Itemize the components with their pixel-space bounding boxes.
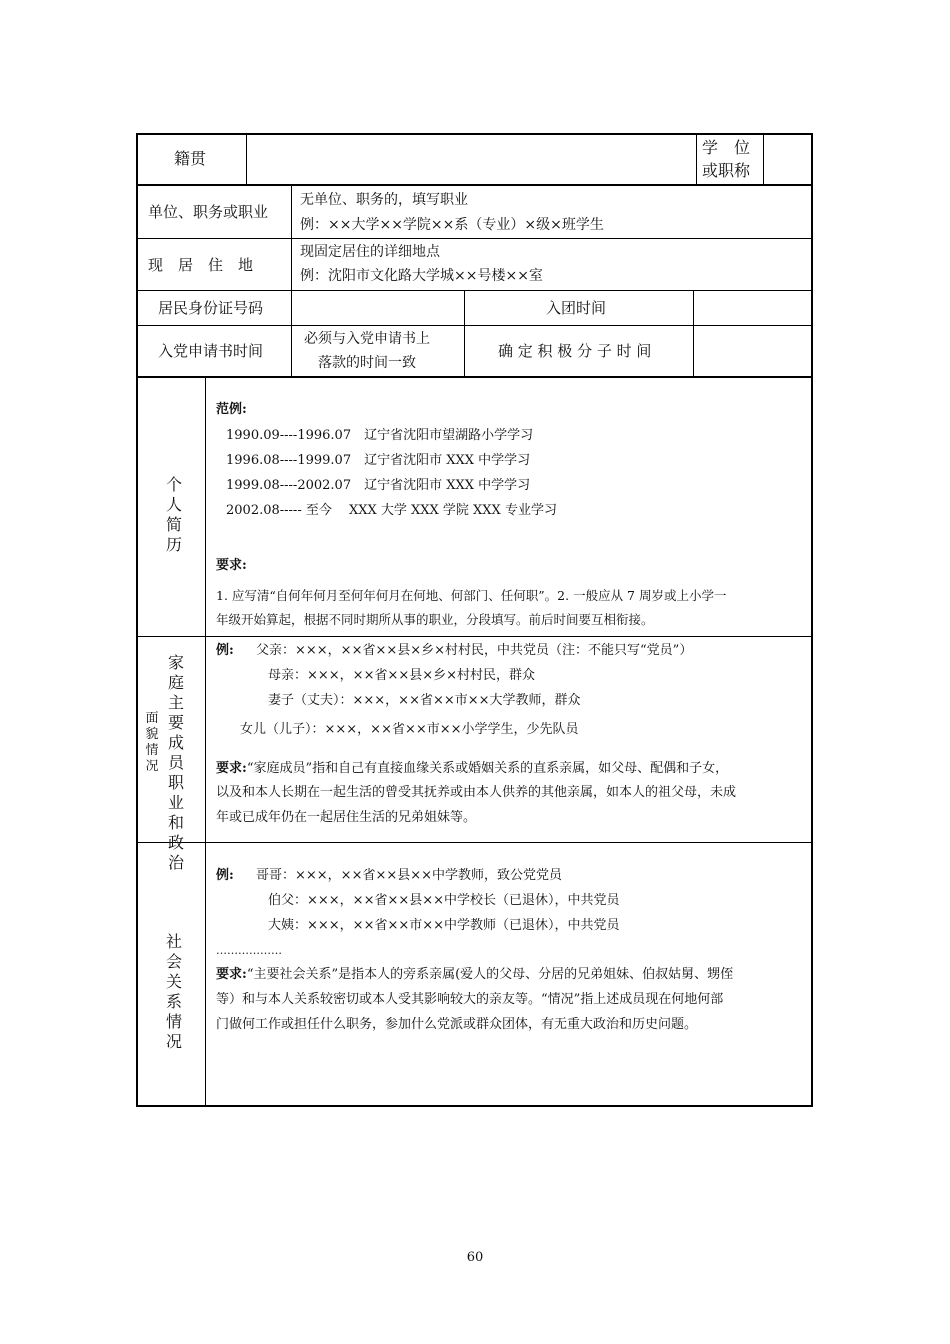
resume-requirement-title: 要求: [216,558,247,573]
family-members-label-small: 面貌情况 [145,711,159,774]
id-number-label: 居民身份证号码 [158,299,264,317]
resume-label: 个人简历 [165,475,182,554]
family-requirement-line: 年或已成年仍在一起居住生活的兄弟姐妹等。 [216,810,477,825]
residence-hint-2: 例：沈阳市文化路大学城××号楼××室 [300,268,543,284]
resume-requirement-line: 1. 应写清“自何年何月至何年何月在何地、何部门、任何职”。2. 一般应从 7 周岁或上小学一 [216,588,727,603]
work-unit-hint-1: 无单位、职务的，填写职业 [300,192,468,208]
resume-example-title: 范例: [216,402,247,417]
social-requirement-line: 要求:“主要社会关系”是指本人的旁系亲属(爱人的父母、分居的兄弟姐妹、伯叔姑舅、甥侄 [216,967,734,982]
work-unit-label: 单位、职务或职业 [148,203,269,221]
activist-date-label: 确 定 积 极 分 子 时 间 [498,342,652,360]
resume-entry: 2002.08----- 至今 XXX 大学 XXX 学院 XXX 专业学习 [226,503,557,518]
social-example-line: 伯父：×××，××省××县××中学校长（已退休），中共党员 [268,893,620,908]
social-example-line: 大姨：×××，××省××市××中学教师（已退休），中共党员 [268,918,620,933]
family-example-line: 妻子（丈夫）：×××，××省××市××大学教师，群众 [268,693,581,708]
resume-entry: 1996.08----1999.07 辽宁省沈阳市 XXX 中学学习 [226,453,531,468]
application-date-hint-1: 必须与入党申请书上 [304,331,430,347]
application-date-label: 入党申请书时间 [158,342,264,360]
family-requirement-line: 要求:“家庭成员”指和自己有直接血缘关系或婚姻关系的直系亲属，如父母、配偶和子女， [216,761,729,776]
page-number: 60 [466,1250,484,1265]
application-form-table [136,133,813,1107]
resume-requirement-line: 年级开始算起，根据不同时期所从事的职业，分段填写。前后时间要互相衔接。 [216,612,654,627]
league-join-field[interactable] [695,292,811,324]
family-example-line: 女儿（儿子）：×××，××省××市××小学学生，少先队员 [240,722,579,737]
degree-field[interactable] [765,137,811,181]
id-number-field[interactable] [293,292,463,324]
family-example-title: 例: [216,643,234,658]
native-place-field[interactable] [248,137,694,181]
social-requirement-line: 等）和与本人关系较密切或本人受其影响较大的亲友等。“情况”指上述成员现在何地何部 [216,992,724,1007]
social-relations-label: 社会关系情况 [165,932,182,1051]
social-ellipsis: ……………… [216,944,282,957]
application-date-hint-2: 落款的时间一致 [318,355,416,371]
league-join-label: 入团时间 [546,299,607,317]
family-example-line: 母亲：×××，××省××县×乡×村村民，群众 [268,668,536,683]
resume-entry: 1999.08----2002.07 辽宁省沈阳市 XXX 中学学习 [226,478,531,493]
family-requirement-line: 以及和本人长期在一起生活的曾受其抚养或由本人供养的其他亲属，如本人的祖父母，未成 [216,785,737,800]
native-place-label: 籍贯 [174,149,207,168]
resume-entry: 1990.09----1996.07 辽宁省沈阳市望湖路小学学习 [226,428,534,443]
social-requirement-line: 门做何工作或担任什么职务，参加什么党派或群众团体，有无重大政治和历史问题。 [216,1017,698,1032]
social-example-line: 哥哥：×××，××省××县××中学教师，致公党党员 [256,868,563,883]
residence-label: 现 居 住 地 [148,256,254,274]
activist-date-field[interactable] [695,327,811,375]
residence-hint-1: 现固定居住的详细地点 [300,244,440,260]
degree-label-line1: 学 位 [702,138,751,157]
family-example-line: 父亲：×××，××省××县×乡×村村民，中共党员（注：不能只写“党员”） [256,643,693,658]
family-members-label: 家庭主要成员职业和政治 [167,653,184,872]
degree-label-line2: 或职称 [702,161,751,180]
social-example-title: 例: [216,868,234,883]
work-unit-hint-2: 例：××大学××学院××系（专业）×级×班学生 [300,217,604,233]
